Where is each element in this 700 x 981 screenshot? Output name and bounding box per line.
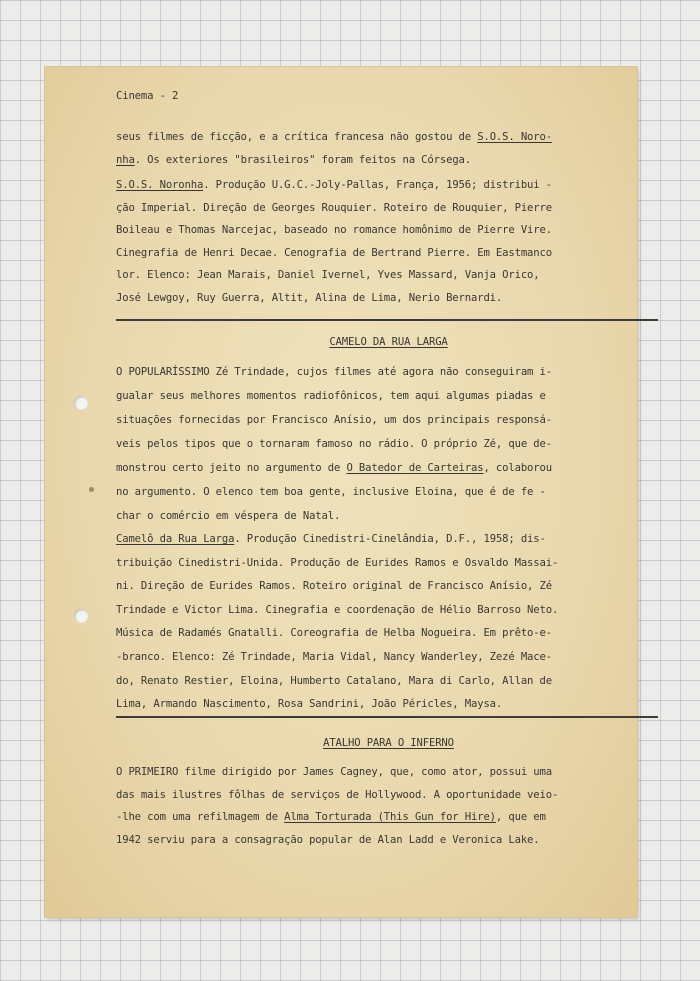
text-line [116,811,546,823]
text-line [116,247,552,259]
text-line [116,533,546,545]
text-run: ni. Direção de Eurides Ramos. Roteiro original de Francisco Anísio, Zé [116,580,552,593]
section-heading: CAMELO DA RUA LARGA [329,336,448,348]
text-line [116,766,552,778]
text-run: gualar seus melhores momentos radiofônicos, tem aqui algumas piadas e [116,390,546,402]
text-line [116,627,552,639]
text-run: Trindade e Victor Lima. Cinegrafia e coordenação de Hélio Barroso Neto. [116,603,559,616]
text-run: das mais ilustres fôlhas de serviços de Hollywood. A oportunidade veio- [116,788,559,801]
text-line [116,414,552,426]
text-run: . Produção Cinedistri-Cinelândia, D.F., 1958; dis- [234,533,546,545]
text-run: José Lewgoy, Ruy Guerra, Altit, Alina de Lima, Nerio Bernardi. [116,291,503,304]
text-line [116,698,502,710]
text-run: char o comércio em véspera de Natal. [116,510,341,522]
text-line [116,154,471,166]
text-line [116,202,552,214]
section-divider [116,319,658,321]
text-run: no argumento. O elenco tem boa gente, inclusive Eloina, que é de fe - [116,486,546,498]
underlined-title: S.O.S. Noro- [477,131,552,143]
text-run: . Os exteriores "brasileiros" foram feitos na Córsega. [134,153,471,166]
text-line [116,131,552,143]
text-line [116,390,546,402]
text-run: Música de Radamés Gnatalli. Coreografia de Helba Nogueira. Em prêto-e- [116,627,552,640]
underlined-title: nha [116,153,135,166]
text-line [116,675,552,687]
text-run: -branco. Elenco: Zé Trindade, Maria Vidal, Nancy Wanderley, Zezé Mace- [116,651,552,663]
text-line [116,834,540,846]
text-line [116,366,552,378]
section-divider [116,716,658,718]
text-run: lor. Elenco: Jean Marais, Daniel Ivernel, Yves Massard, Vanja Orico, [116,269,540,281]
section-heading: ATALHO PARA O INFERNO [323,737,454,749]
text-run: Lima, Armando Nascimento, Rosa Sandrini, João Péricles, Maysa. [116,698,503,711]
text-run: do, Renato Restier, Eloina, Humberto Catalano, Mara di Carlo, Allan de [116,674,552,687]
text-run: situações fornecidas por Francisco Anísio, um dos principais responsá- [116,414,552,426]
text-line [116,557,558,569]
text-run: seus filmes de ficção, e a crítica francesa não gostou de [116,131,478,143]
text-line [116,604,558,616]
text-run: Cinegrafia de Henri Decae. Cenografia de Bertrand Pierre. Em Eastmanco [116,246,552,259]
text-line [116,789,558,801]
text-run: 1942 serviu para a consagração popular de Alan Ladd e Veronica Lake. [116,833,540,846]
text-line [116,486,546,498]
text-line [116,224,552,236]
text-line [116,292,502,304]
underlined-title: Alma Torturada (This Gun for Hire) [284,811,496,823]
text-run: , que em [495,811,546,823]
document-body [72,0,617,981]
text-line [116,269,540,281]
text-run: O POPULARÍSSIMO Zé Trindade, cujos filmes até agora não conseguiram i- [116,366,552,378]
page-header: Cinema - 2 [116,90,179,102]
underlined-title: S.O.S. Noronha [116,179,204,191]
text-line [116,179,552,191]
text-run: tribuição Cinedistri-Unida. Produção de Eurides Ramos e Osvaldo Massai- [116,556,559,569]
text-run: -lhe com uma refilmagem de [116,811,285,823]
text-run: monstrou certo jeito no argumento de [116,462,347,474]
underlined-title: O Batedor de Carteiras [346,462,484,474]
text-line [116,580,552,592]
text-line [116,651,552,663]
text-run: ção Imperial. Direção de Georges Rouquier. Roteiro de Rouquier, Pierre [116,201,552,214]
text-line [116,438,552,450]
text-run: O PRIMEIRO filme dirigido por James Cagney, que, como ator, possui uma [116,766,552,778]
text-run: . Produção U.G.C.-Joly-Pallas, França, 1956; distribui - [203,179,552,191]
underlined-title: Camelô da Rua Larga [116,533,235,545]
text-run: veis pelos tipos que o tornaram famoso no rádio. O próprio Zé, que de- [116,438,552,450]
text-line [116,510,340,522]
text-run: Boileau e Thomas Narcejac, baseado no romance homônimo de Pierre Vire. [116,224,552,236]
text-run: , colaborou [483,462,552,474]
text-line [116,462,552,474]
